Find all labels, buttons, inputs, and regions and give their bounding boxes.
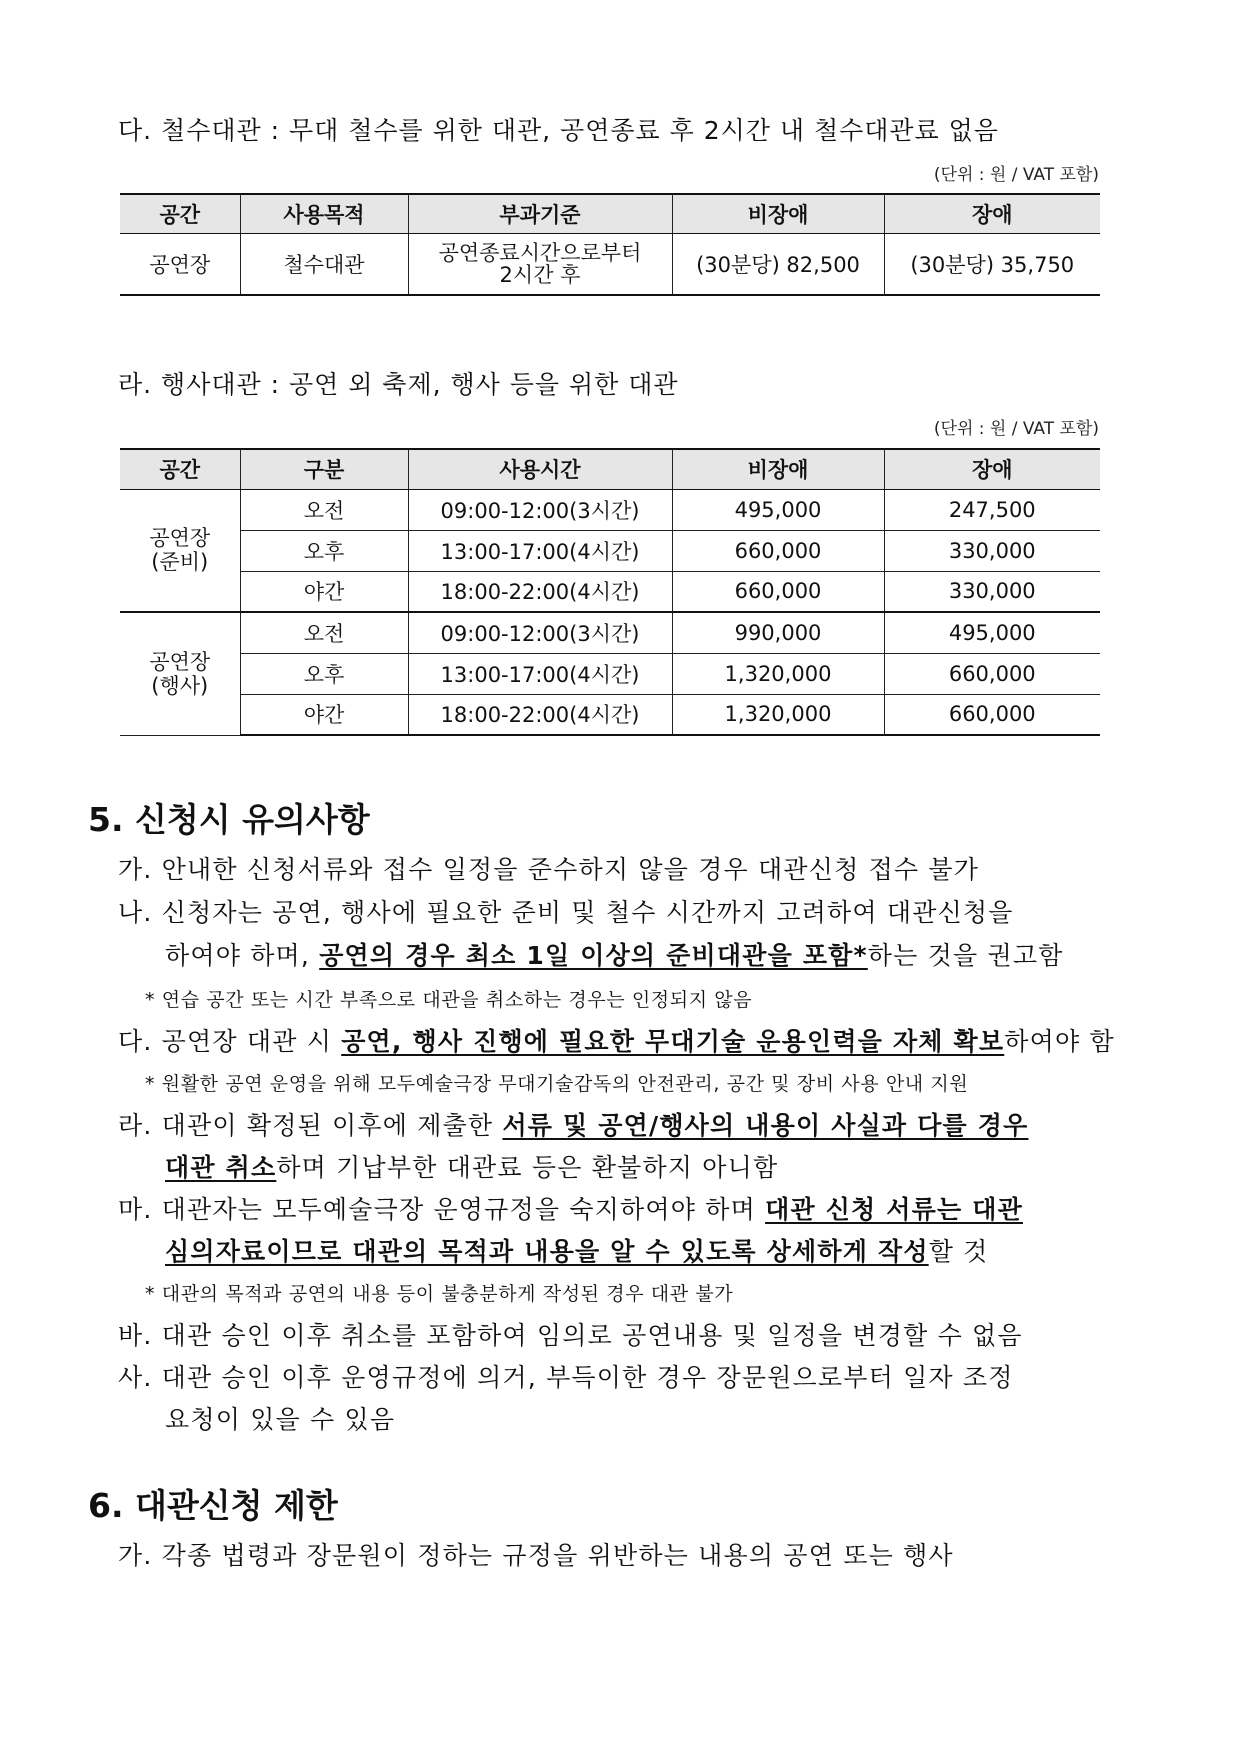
- restriction-ga: 가. 각종 법령과 장문원이 정하는 규정을 위반하는 내용의 공연 또는 행사: [118, 1541, 954, 1570]
- space-line2: (준비): [151, 550, 209, 575]
- notice-ra-line2: [165, 1150, 778, 1186]
- cell-non-disabled: 1,320,000: [672, 694, 884, 735]
- cell-disabled: 330,000: [884, 571, 1100, 612]
- table-row: [120, 530, 1100, 571]
- header-criteria: 부과기준: [408, 194, 672, 233]
- emphasis: 공연, 행사 진행에 필요한 무대기술 운용인력을 자체 확보: [341, 1027, 1005, 1056]
- group-space-prep: [120, 489, 240, 612]
- header-space: 공간: [120, 449, 240, 489]
- cell-type: 오전: [240, 612, 408, 653]
- table-row: [120, 233, 1100, 295]
- cell-type: 오후: [240, 530, 408, 571]
- event-rental-table: [120, 448, 1100, 736]
- cell-type: 오전: [240, 489, 408, 530]
- notice-ra-line1: [118, 1108, 1029, 1144]
- notice-ba: 바. 대관 승인 이후 취소를 포함하여 임의로 공연내용 및 일정을 변경할 수 없음: [118, 1321, 1023, 1350]
- cell-time: 18:00-22:00(4시간): [408, 571, 672, 612]
- table-row: [120, 571, 1100, 612]
- notice-na-line2: [165, 938, 1064, 974]
- notice-na-line1: 나. 신청자는 공연, 행사에 필요한 준비 및 철수 시간까지 고려하여 대관신청을: [118, 898, 1014, 927]
- notice-da: [118, 1024, 1115, 1060]
- header-disabled: 장애: [884, 449, 1100, 489]
- cell-time: 13:00-17:00(4시간): [408, 530, 672, 571]
- text: 할 것: [928, 1237, 989, 1266]
- criteria-line2: 2시간 후: [499, 262, 581, 287]
- cell-disabled: (30분당) 35,750: [884, 233, 1100, 295]
- emphasis: 심의자료이므로 대관의 목적과 내용을 알 수 있도록 상세하게 작성: [165, 1237, 929, 1266]
- cell-type: 야간: [240, 571, 408, 612]
- cell-disabled: 660,000: [884, 694, 1100, 735]
- space-line1: 공연장: [149, 649, 211, 674]
- notice-na-footnote: * 연습 공간 또는 시간 부족으로 대관을 취소하는 경우는 인정되지 않음: [145, 989, 753, 1011]
- cell-criteria: [408, 233, 672, 295]
- cell-space: 공연장: [120, 233, 240, 295]
- table-row: [120, 489, 1100, 530]
- cell-purpose: 철수대관: [240, 233, 408, 295]
- header-non-disabled: 비장애: [672, 194, 884, 233]
- header-type: 구분: [240, 449, 408, 489]
- notice-ma-line1: [118, 1192, 1023, 1228]
- text: 라. 대관이 확정된 이후에 제출한: [118, 1111, 503, 1140]
- cell-disabled: 247,500: [884, 489, 1100, 530]
- cell-non-disabled: (30분당) 82,500: [672, 233, 884, 295]
- emphasis: 대관 취소: [165, 1153, 277, 1182]
- cell-non-disabled: 660,000: [672, 530, 884, 571]
- cell-disabled: 330,000: [884, 530, 1100, 571]
- text: 하며 기납부한 대관료 등은 환불하지 아니함: [276, 1153, 779, 1182]
- section-d-title: 라. 행사대관 : 공연 외 축제, 행사 등을 위한 대관: [118, 370, 679, 399]
- cell-type: 야간: [240, 694, 408, 735]
- text: 하는 것을 권고함: [867, 941, 1064, 970]
- section-5-heading: 5. 신청시 유의사항: [88, 800, 370, 839]
- header-non-disabled: 비장애: [672, 449, 884, 489]
- cell-non-disabled: 660,000: [672, 571, 884, 612]
- notice-ga: 가. 안내한 신청서류와 접수 일정을 준수하지 않을 경우 대관신청 접수 불가: [118, 855, 980, 884]
- notice-sa-line2: 요청이 있을 수 있음: [165, 1405, 396, 1434]
- section-6-heading: 6. 대관신청 제한: [88, 1486, 338, 1525]
- table-row: [120, 653, 1100, 694]
- header-time: 사용시간: [408, 449, 672, 489]
- cell-disabled: 495,000: [884, 612, 1100, 653]
- cell-type: 오후: [240, 653, 408, 694]
- section-c-unit: (단위 : 원 / VAT 포함): [933, 165, 1099, 185]
- criteria-line1: 공연종료시간으로부터: [438, 240, 642, 265]
- group-space-event: [120, 612, 240, 735]
- header-disabled: 장애: [884, 194, 1100, 233]
- table-row: [120, 694, 1100, 735]
- section-c-title: 다. 철수대관 : 무대 철수를 위한 대관, 공연종료 후 2시간 내 철수대관료 없음: [118, 116, 999, 145]
- space-line1: 공연장: [149, 526, 211, 551]
- notice-ma-footnote: * 대관의 목적과 공연의 내용 등이 불충분하게 작성된 경우 대관 불가: [145, 1283, 734, 1305]
- space-line2: (행사): [151, 673, 209, 698]
- text: 다. 공연장 대관 시: [118, 1027, 342, 1056]
- section-d-unit: (단위 : 원 / VAT 포함): [933, 419, 1099, 439]
- emphasis: 공연의 경우 최소 1일 이상의 준비대관을 포함*: [319, 941, 868, 970]
- emphasis: 대관 신청 서류는 대관: [765, 1195, 1023, 1224]
- notice-ma-line2: [165, 1234, 989, 1270]
- cell-time: 13:00-17:00(4시간): [408, 653, 672, 694]
- notice-da-footnote: * 원활한 공연 운영을 위해 모두예술극장 무대기술감독의 안전관리, 공간 및 장비 사용 안내 지원: [145, 1073, 969, 1095]
- cell-time: 09:00-12:00(3시간): [408, 612, 672, 653]
- cell-time: 18:00-22:00(4시간): [408, 694, 672, 735]
- header-purpose: 사용목적: [240, 194, 408, 233]
- table-row: [120, 612, 1100, 653]
- header-space: 공간: [120, 194, 240, 233]
- notice-sa-line1: 사. 대관 승인 이후 운영규정에 의거, 부득이한 경우 장문원으로부터 일자 조정: [118, 1363, 1014, 1392]
- text: 마. 대관자는 모두예술극장 운영규정을 숙지하여야 하며: [118, 1195, 766, 1224]
- withdrawal-rental-table: [120, 193, 1100, 296]
- cell-non-disabled: 1,320,000: [672, 653, 884, 694]
- text: 하여야 하며,: [165, 941, 320, 970]
- cell-time: 09:00-12:00(3시간): [408, 489, 672, 530]
- cell-non-disabled: 990,000: [672, 612, 884, 653]
- cell-non-disabled: 495,000: [672, 489, 884, 530]
- text: 하여야 함: [1004, 1027, 1115, 1056]
- emphasis: 서류 및 공연/행사의 내용이 사실과 다를 경우: [502, 1111, 1029, 1140]
- cell-disabled: 660,000: [884, 653, 1100, 694]
